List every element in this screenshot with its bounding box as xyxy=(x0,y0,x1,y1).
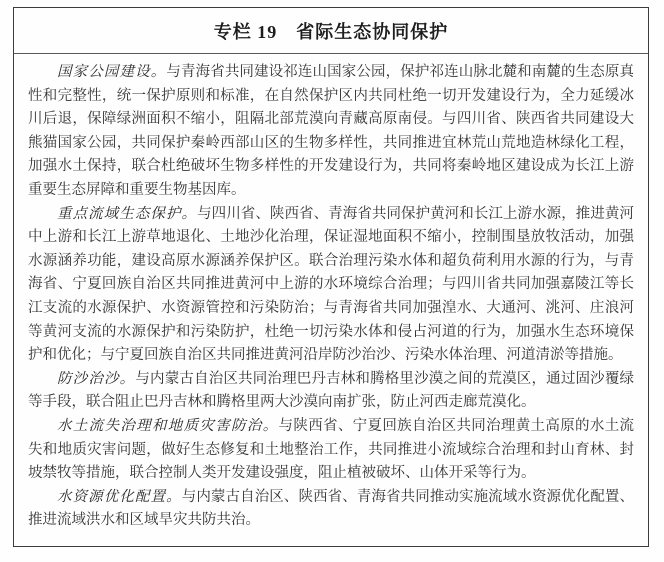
paragraph-text: 与内蒙古自治区、陕西省、青海省共同推动实施流域水资源优化配置、推进流域洪水和区域旱灾共防共治。 xyxy=(28,488,635,529)
paragraph xyxy=(28,486,634,533)
paragraph xyxy=(28,61,634,203)
column-title: 专栏 19 省际生态协同保护 xyxy=(14,8,648,54)
column-body xyxy=(14,54,648,533)
paragraph-text: 与青海省共同建设祁连山国家公园，保护祁连山脉北麓和南麓的生态原真性和完整性，统一保护原则和标准，在自然保护区内共同杜绝一切开发建设行为，全力延缓冰川后退，保障绿洲面积不缩小，阻隔北部荒漠向青藏高原南侵。与四川省、陕西省共同建设大熊猫国家公园，共同保护秦岭西部山区的生物多样性，共同推进宜林荒山荒地造林绿化工程，加强水土保持，联合杜绝破坏生物多样性的开发建设行为，共同将秦岭地区建设成为长江上游重要生态屏障和重要生物基因库。 xyxy=(28,64,635,198)
column-box xyxy=(13,7,649,547)
paragraph-lead: 水资源优化配置。 xyxy=(57,488,182,505)
paragraph-lead: 水土流失治理和地质灾害防治。 xyxy=(57,417,279,434)
paragraph-text: 与四川省、陕西省、青海省共同保护黄河和长江上游水源，推进黄河中上游和长江上游草地退化、土地沙化治理，保证湿地面积不缩小，控制围垦放牧活动，加强水源涵养功能，建设高原水源涵养保护区。联合治理污染水体和超负荷利用水源的行为，与青海省、宁夏回族自治区共同推进黄河中上游的水环境综合治理；与四川省共同加强嘉陵江等长江支流的水源保护、水资源管控和污染防治；与青海省共同加强湟水、大通河、洮河、庄浪河等黄河支流的水源保护和污染防护，杜绝一切污染水体和侵占河道的行为，加强水生态环境保护和优化；与宁夏回族自治区共同推进黄河沿岸防沙治沙、污染水体治理、河道清淤等措施。 xyxy=(28,205,634,364)
paragraph xyxy=(28,415,634,486)
paragraph-lead: 重点流域生态保护。 xyxy=(57,205,198,222)
paragraph-text: 与内蒙古自治区共同治理巴丹吉林和腾格里沙漠之间的荒漠区，通过固沙覆绿等手段，联合阻止巴丹吉林和腾格里两大沙漠向南扩张，防止河西走廊荒漠化。 xyxy=(28,370,635,411)
paragraph xyxy=(28,203,634,368)
paragraph-lead: 国家公园建设。 xyxy=(57,64,167,80)
paragraph-lead: 防沙治沙。 xyxy=(57,370,136,387)
paragraph-text: 与陕西省、宁夏回族自治区共同治理黄土高原的水土流失和地质灾害问题，做好生态修复和土地整治工作，共同推进小流域综合治理和封山育林、封坡禁牧等措施，联合控制人类开发建设强度，阻止植被破坏、山体开采等行为。 xyxy=(28,417,635,482)
paragraph xyxy=(28,368,634,415)
